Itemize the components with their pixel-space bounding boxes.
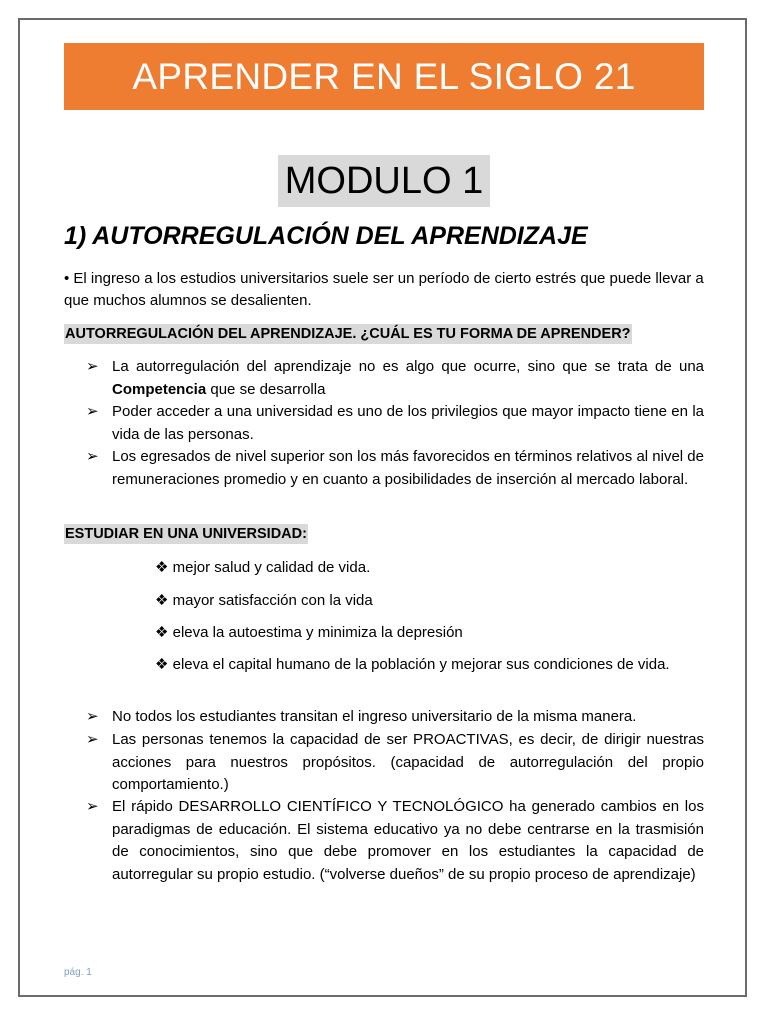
list-item-text: El rápido DESARROLLO CIENTÍFICO Y TECNOLÓGICO ha generado cambios en los paradigmas de educación. El sistema educativo ya no debe centrarse en la trasmisión de conocimientos, sino que debe promover en los estudiantes la capacidad de autorregular su propio estudio. (“volverse dueños” de su propio proceso de aprendizaje): [112, 798, 704, 883]
benefit-item: [155, 557, 704, 579]
page-number: pág. 1: [64, 967, 92, 978]
arrow-bullet-icon: ➢: [86, 731, 99, 748]
benefit-text: mejor salud y calidad de vida.: [172, 559, 371, 576]
list-item: [86, 729, 704, 797]
arrow-bullet-icon: ➢: [86, 403, 99, 420]
intro-paragraph: • El ingreso a los estudios universitarios suele ser un período de cierto estrés que puede llevar a que muchos alumnos se desalienten.: [64, 270, 704, 309]
title-banner: [64, 43, 704, 110]
list-item: [86, 796, 704, 886]
module-heading: MODULO 1: [284, 159, 484, 202]
list-item-text: No todos los estudiantes transitan el ingreso universitario de la misma manera.: [112, 708, 637, 725]
diamond-bullet-icon: ❖: [155, 656, 169, 673]
list-item: [86, 356, 704, 401]
list-item: [86, 446, 704, 491]
benefit-text: mayor satisfacción con la vida: [172, 592, 373, 609]
arrow-bullet-icon: ➢: [86, 798, 99, 815]
benefit-item: [155, 654, 704, 676]
benefit-item: [155, 590, 704, 612]
module-heading-box: [278, 155, 490, 207]
list-item-text: Poder acceder a una universidad es uno de los privilegios que mayor impacto tiene en la vida de las personas.: [112, 403, 704, 443]
list-item-text: Los egresados de nivel superior son los más favorecidos en términos relativos al nivel de remuneraciones promedio y en cuanto a posibilidades de inserción al mercado laboral.: [112, 448, 704, 488]
arrow-bullet-icon: ➢: [86, 358, 99, 375]
section-heading: 1) AUTORREGULACIÓN DEL APRENDIZAJE: [64, 222, 588, 250]
document-title: APRENDER EN EL SIGLO 21: [132, 55, 636, 97]
arrow-bullet-icon: ➢: [86, 448, 99, 465]
benefit-text: eleva la autoestima y minimiza la depresión: [172, 624, 463, 641]
benefit-item: [155, 622, 704, 644]
list-item: [86, 401, 704, 446]
subheading-learning-style: AUTORREGULACIÓN DEL APRENDIZAJE. ¿CUÁL ES TU FORMA DE APRENDER?: [65, 326, 631, 342]
list-item-bold-term: Competencia: [112, 380, 207, 398]
list-item-text: que se desarrolla: [206, 380, 326, 398]
diamond-bullet-icon: ❖: [155, 592, 169, 609]
list-item: [86, 706, 704, 729]
diamond-bullet-icon: ❖: [155, 559, 169, 576]
list-item-text: La autorregulación del aprendizaje no es algo que ocurre, sino que se trata de una: [112, 358, 704, 375]
arrow-bullet-icon: ➢: [86, 708, 99, 725]
subheading-university: ESTUDIAR EN UNA UNIVERSIDAD:: [65, 526, 307, 542]
benefit-text: eleva el capital humano de la población y mejorar sus condiciones de vida.: [172, 656, 670, 673]
diamond-bullet-icon: ❖: [155, 624, 169, 641]
list-item-text: Las personas tenemos la capacidad de ser PROACTIVAS, es decir, de dirigir nuestras acciones para nuestros propósitos. (capacidad de autorregulación del propio comportamiento.): [112, 731, 704, 793]
